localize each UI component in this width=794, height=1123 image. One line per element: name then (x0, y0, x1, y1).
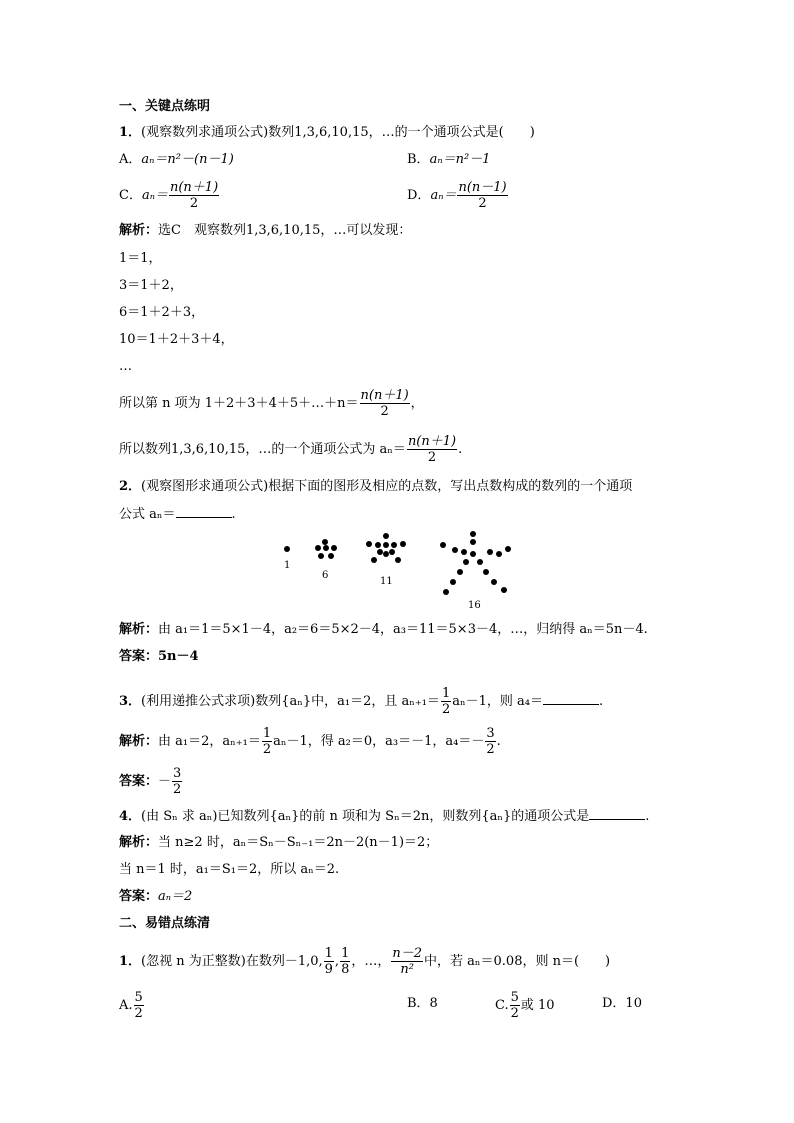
fraction-numerator: 1 (262, 726, 272, 741)
separator: , (334, 954, 340, 969)
solution-head: 解析： (119, 223, 159, 238)
answer-text: aₙ＝2 (158, 889, 193, 904)
answer-sign: － (158, 774, 172, 789)
solution-text: 由 a₁＝2，aₙ₊₁＝ (158, 734, 261, 749)
solution-head: 解析： (119, 622, 159, 637)
fraction-denominator: 9 (324, 962, 333, 977)
option-expr: aₙ＝n²－1 (429, 152, 491, 167)
formula-text: 所以数列1,3,6,10,15，…的一个通项公式为 aₙ＝ (119, 442, 406, 457)
solution-end: . (496, 734, 501, 749)
question-2-stem (119, 478, 632, 496)
solution-formula (119, 388, 424, 419)
option-label: C. (495, 998, 509, 1013)
fraction-denominator: 2 (478, 196, 487, 211)
fraction-numerator: n(n＋1) (407, 434, 457, 449)
fraction (441, 686, 451, 717)
fraction-numerator: 1 (341, 946, 350, 961)
fraction (407, 434, 457, 465)
solution-head: 解析： (119, 734, 159, 749)
option-c (119, 180, 220, 211)
fraction (324, 946, 334, 977)
answer-line (119, 888, 192, 906)
fraction-numerator: 1 (324, 946, 333, 961)
fraction-numerator: 5 (510, 990, 519, 1005)
question-tag: (忽视 n 为正整数) (141, 954, 246, 969)
fraction-denominator: n² (400, 962, 414, 977)
figure-label: 16 (468, 600, 481, 611)
fraction-denominator: 2 (510, 1006, 519, 1021)
fraction (510, 990, 520, 1021)
fraction-denominator: 2 (134, 1006, 143, 1021)
option-a (119, 990, 145, 1021)
fraction-denominator: 2 (173, 782, 182, 797)
option-d: D．10 (602, 996, 642, 1011)
question-text: 数列{aₙ}中，a₁＝2，且 aₙ₊₁＝ (255, 694, 440, 709)
solution-line (119, 222, 411, 240)
fraction (340, 946, 350, 977)
solution-text: 选C 观察数列1,3,6,10,15，…可以发现： (158, 223, 412, 238)
solution-step: 6＝1＋2＋3， (119, 305, 205, 320)
option-c (495, 990, 555, 1021)
fraction (172, 766, 182, 797)
answer-text: 5n－4 (158, 649, 199, 664)
question-tag: (观察数列求通项公式) (141, 125, 269, 140)
solution-text: aₙ－1，得 a₂＝0，a₃＝－1，a₄＝－ (273, 734, 485, 749)
answer-line (119, 766, 183, 797)
solution-conclusion (119, 434, 462, 465)
dot-pattern-figure (276, 530, 526, 612)
figure-label: 1 (284, 560, 291, 571)
figure-label: 6 (322, 570, 329, 581)
solution-head: 解析： (119, 835, 159, 850)
option-b: B．8 (407, 996, 438, 1011)
fraction (262, 726, 272, 757)
question-end: . (645, 809, 650, 824)
question-tag: (观察图形求通项公式) (141, 479, 269, 494)
fraction-numerator: 3 (486, 726, 495, 741)
option-label: A. (119, 998, 133, 1013)
option-label: C． (119, 188, 142, 203)
question-1-stem (119, 124, 535, 142)
solution-line (119, 726, 501, 757)
solution-step: 1＝1， (119, 251, 162, 266)
fraction-numerator: n－2 (392, 946, 423, 961)
question-number: 1． (119, 954, 142, 969)
separator: ，…， (351, 954, 391, 969)
question-number: 1． (119, 125, 142, 140)
fraction-denominator: 8 (341, 962, 350, 977)
formula-end: ， (410, 396, 424, 411)
question-tag: (利用递推公式求项) (141, 694, 256, 709)
option-d (407, 180, 509, 211)
fraction-denominator: 2 (380, 404, 389, 419)
solution-line: 当 n＝1 时，a₁＝S₁＝2，所以 aₙ＝2. (119, 862, 340, 877)
answer-blank (543, 692, 599, 705)
option-label: B． (407, 152, 430, 167)
question-number: 4． (119, 809, 142, 824)
answer-head: 答案： (119, 774, 159, 789)
question-text: 在数列－1,0, (245, 954, 323, 969)
option-expr: aₙ＝n²－(n－1) (141, 152, 234, 167)
question-2-stem-cont (119, 505, 236, 524)
fraction-numerator: 1 (441, 686, 451, 701)
section-title: 一、关键点练明 (119, 99, 211, 114)
fraction-denominator: 2 (189, 196, 199, 211)
question-end: . (231, 507, 236, 522)
question-text: aₙ－1，则 a₄＝ (452, 694, 543, 709)
answer-head: 答案： (119, 649, 159, 664)
option-a (119, 151, 234, 169)
fraction-numerator: n(n－1) (458, 180, 507, 195)
option-lhs: aₙ＝ (430, 188, 457, 203)
formula-text: 所以第 n 项为 1＋2＋3＋4＋5＋…＋n＝ (119, 396, 359, 411)
fraction (457, 180, 507, 211)
question-text: 根据下面的图形及相应的点数，写出点数构成的数列的一个通项 (268, 479, 633, 494)
answer-blank (176, 505, 232, 518)
option-lhs: aₙ＝ (141, 188, 168, 203)
solution-step: 10＝1＋2＋3＋4， (119, 332, 234, 347)
question-tag: (由 Sₙ 求 aₙ) (141, 809, 218, 824)
question-text: 已知数列{aₙ}的前 n 项和为 Sₙ＝2n，则数列{aₙ}的通项公式是 (217, 809, 590, 824)
solution-step: … (119, 359, 132, 374)
option-text: 或 10 (520, 998, 555, 1013)
fraction-numerator: 3 (173, 766, 182, 781)
answer-head: 答案： (119, 889, 159, 904)
fraction (360, 388, 410, 419)
option-label: A． (119, 152, 142, 167)
question-end: . (598, 694, 604, 709)
solution-line (119, 834, 438, 852)
question-text: 数列1,3,6,10,15，…的一个通项公式是( ) (268, 125, 535, 140)
fraction (485, 726, 495, 757)
solution-text: 由 a₁＝1＝5×1－4，a₂＝6＝5×2－4，a₃＝11＝5×3－4，…，归纳得 aₙ＝5n－4. (158, 622, 648, 637)
solution-text: 当 n≥2 时，aₙ＝Sₙ－Sₙ₋₁＝2n－2(n－1)＝2； (158, 835, 439, 850)
section-title: 二、易错点练清 (119, 916, 211, 931)
answer-line (119, 648, 199, 666)
solution-line (119, 621, 648, 639)
question-5-stem (119, 946, 610, 977)
fraction-denominator: 2 (427, 450, 437, 465)
question-text: 公式 aₙ＝ (119, 507, 176, 522)
question-number: 3． (119, 694, 142, 709)
fraction (134, 990, 144, 1021)
question-text: 中，若 aₙ＝0.08，则 n＝( ) (424, 954, 611, 969)
fraction-denominator: 2 (441, 702, 451, 717)
fraction-denominator: 2 (486, 742, 495, 757)
question-4-stem (119, 807, 649, 826)
fraction-numerator: n(n＋1) (360, 388, 409, 403)
solution-step: 3＝1＋2， (119, 278, 183, 293)
fraction (391, 946, 423, 977)
fraction-numerator: 5 (134, 990, 143, 1005)
fraction-numerator: n(n＋1) (169, 180, 219, 195)
fraction (169, 180, 219, 211)
option-label: D． (407, 188, 431, 203)
figure-label: 11 (380, 576, 393, 587)
answer-blank (589, 807, 645, 820)
question-number: 2． (119, 479, 142, 494)
formula-end: . (458, 442, 463, 457)
option-b (407, 151, 490, 169)
fraction-denominator: 2 (262, 742, 272, 757)
question-3-stem (119, 686, 603, 717)
